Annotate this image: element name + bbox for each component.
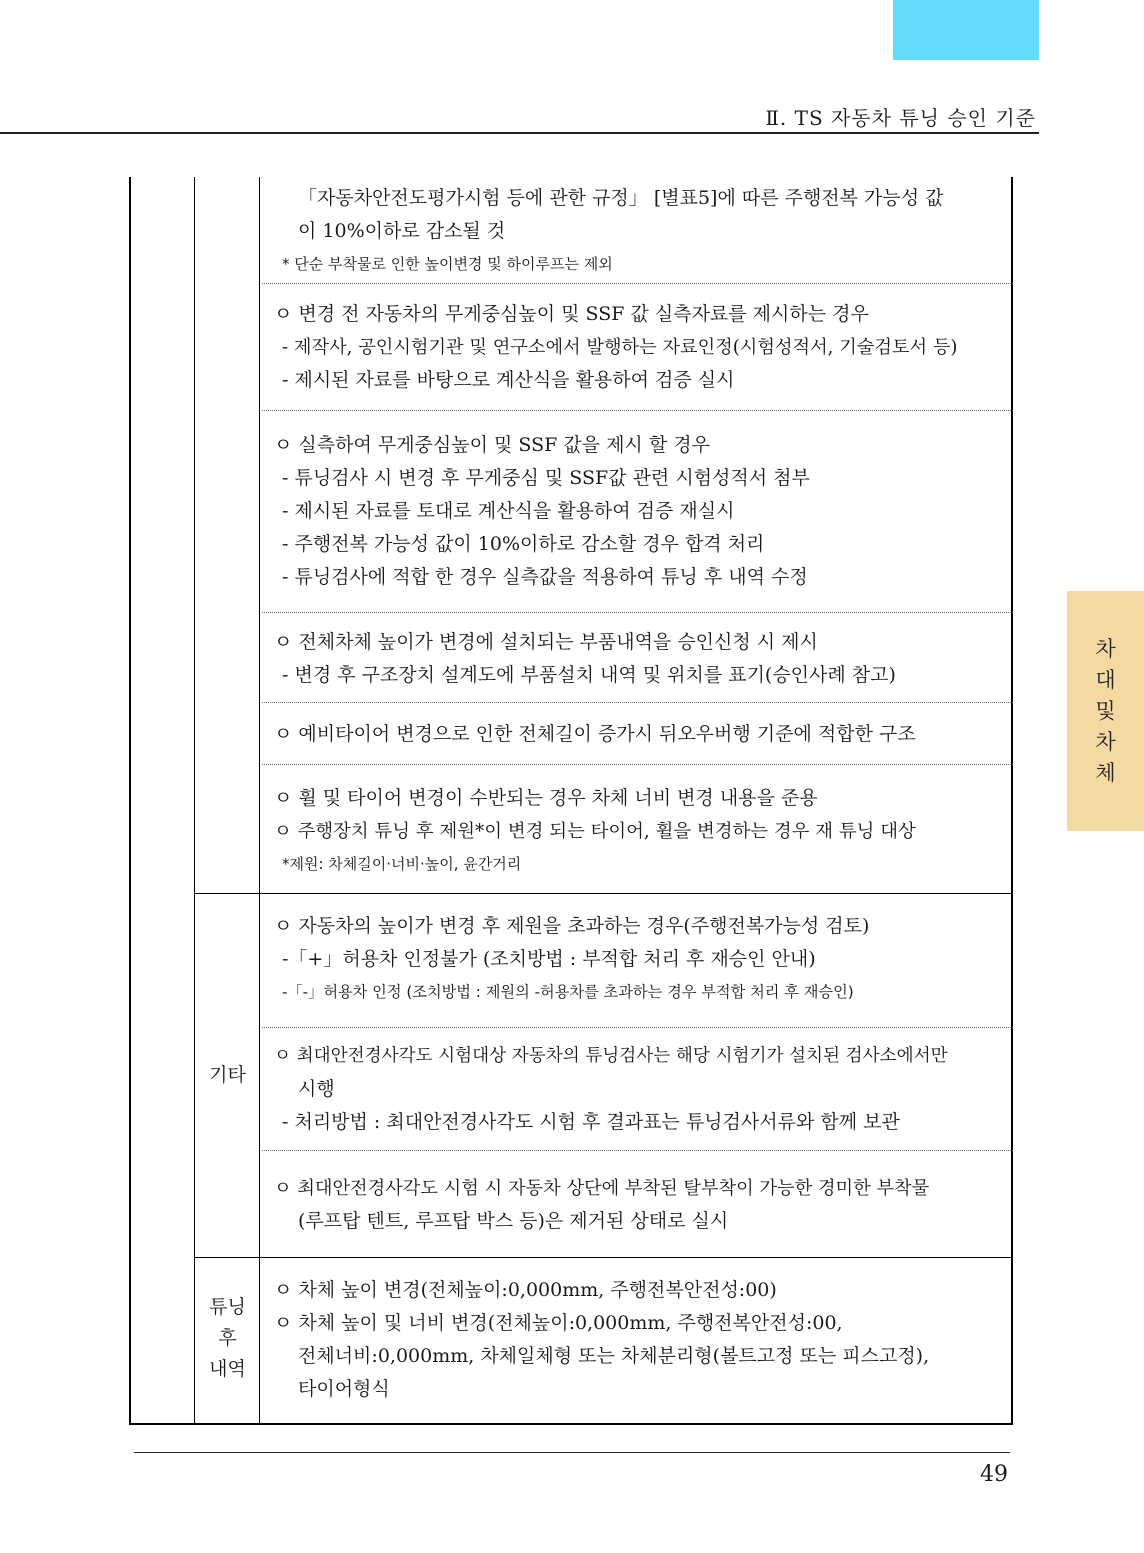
footer-rule: [134, 1452, 1010, 1453]
row-line: 타이어형식: [298, 1378, 390, 1400]
row-note: *제원: 차체길이·너비·높이, 윤간거리: [282, 855, 522, 873]
row-line: - 처리방법 : 최대안전경사각도 시험 후 결과표는 튜닝검사서류와 함께 보관: [282, 1111, 900, 1133]
row-line: 「자동차안전도평가시험 등에 관한 규정」 [별표5]에 따른 주행전복 가능성 값: [298, 187, 944, 209]
row-line: ㅇ 자동차의 높이가 변경 후 제원을 초과하는 경우(주행전복가능성 검토): [274, 915, 870, 937]
chapter-color-tab: [893, 0, 1039, 60]
category-line: 후: [218, 1327, 237, 1349]
table-column-category: [195, 177, 260, 1423]
row-line: - 튜닝검사에 적합 한 경우 실측값을 적용하여 튜닝 후 내역 수정: [282, 566, 808, 588]
row-divider: [262, 764, 1013, 765]
row-divider: [262, 702, 1013, 703]
table-row: [262, 626, 1009, 692]
row-line: 전체너비:0,000mm, 차체일체형 또는 차체분리형(볼트고정 또는 피스고정),: [298, 1345, 930, 1367]
row-line: ㅇ 차체 높이 변경(전체높이:0,000mm, 주행전복안전성:00): [274, 1279, 777, 1301]
group-divider: [195, 1257, 1013, 1258]
criteria-table: [129, 177, 1013, 1425]
category-line: 튜닝: [209, 1296, 246, 1318]
row-note: * 단순 부착물로 인한 높이변경 및 하이루프는 제외: [282, 255, 613, 273]
row-line: ㅇ 차체 높이 및 너비 변경(전체높이:0,000mm, 주행전복안전성:00,: [274, 1312, 843, 1334]
row-line: ㅇ 변경 전 자동차의 무게중심높이 및 SSF 값 실측자료를 제시하는 경우: [274, 303, 869, 325]
row-line: - 튜닝검사 시 변경 후 무게중심 및 SSF값 관련 시험성적서 첨부: [282, 467, 810, 489]
header-rule: [0, 132, 1039, 134]
category-line: 내역: [209, 1358, 246, 1380]
row-line: ㅇ 최대안전경사각도 시험대상 자동차의 튜닝검사는 해당 시험기가 설치된 검사소에서만: [274, 1046, 948, 1066]
row-line: ㅇ 주행장치 튜닝 후 제원*이 변경 되는 타이어, 휠을 변경하는 경우 재 튜닝 대상: [274, 821, 916, 842]
side-tab-char: 차: [1095, 636, 1116, 661]
row-line: - 제작사, 공인시험기관 및 연구소에서 발행하는 자료인정(시험성적서, 기술검토서 등): [282, 337, 958, 358]
row-line: -「+」허용차 인정불가 (조치방법 : 부적합 처리 후 재승인 안내): [282, 948, 816, 970]
row-line: 이 10%이하로 감소될 것: [298, 220, 506, 242]
row-line: - 제시된 자료를 바탕으로 계산식을 활용하여 검증 실시: [282, 369, 735, 391]
row-line: ㅇ 예비타이어 변경으로 인한 전체길이 증가시 뒤오우버행 기준에 적합한 구조: [274, 723, 916, 745]
side-tab-char: 차: [1095, 729, 1116, 754]
category-etc: 기타: [209, 1064, 246, 1086]
table-row: [262, 298, 1009, 397]
row-line: - 주행전복 가능성 값이 10%이하로 감소할 경우 합격 처리: [282, 533, 765, 555]
row-divider: [262, 410, 1013, 411]
group-divider: [195, 893, 1013, 894]
table-row: [262, 1172, 1009, 1238]
category-after-tuning: [195, 1292, 260, 1385]
row-divider: [262, 1150, 1013, 1151]
row-line: - 변경 후 구조장치 설계도에 부품설치 내역 및 위치를 표기(승인사례 참고): [282, 664, 896, 686]
table-row: [262, 1040, 1009, 1139]
row-line: - 제시된 자료를 토대로 계산식을 활용하여 검증 재실시: [282, 500, 735, 522]
row-line: ㅇ 전체차체 높이가 변경에 설치되는 부품내역을 승인신청 시 제시: [274, 631, 818, 653]
row-line: ㅇ 실측하여 무게중심높이 및 SSF 값을 제시 할 경우: [274, 434, 710, 456]
table-row: [262, 718, 1009, 751]
table-row: [262, 1274, 1009, 1406]
row-line: 시행: [298, 1078, 335, 1100]
row-line: ㅇ 휠 및 타이어 변경이 수반되는 경우 차체 너비 변경 내용을 준용: [274, 787, 818, 809]
side-tab-char: 및: [1095, 698, 1116, 723]
page-number: 49: [980, 1462, 1008, 1487]
table-row: [262, 429, 1009, 594]
table-row: [262, 782, 1009, 881]
row-divider: [262, 1027, 1013, 1028]
table-row: [262, 182, 1009, 281]
side-chapter-tab: [1067, 591, 1144, 831]
row-divider: [262, 283, 1013, 284]
side-tab-char: 체: [1095, 760, 1116, 785]
row-line: ㅇ 최대안전경사각도 시험 시 자동차 상단에 부착된 탈부착이 가능한 경미한 부착물: [274, 1178, 930, 1199]
table-column-section: [131, 177, 195, 1423]
table-row: [262, 910, 1009, 1009]
row-divider: [262, 612, 1013, 613]
side-tab-char: 대: [1095, 667, 1116, 692]
row-line: -「-」허용차 인정 (조치방법 : 제원의 -허용차를 초과하는 경우 부적합 처리 후 재승인): [282, 983, 854, 1001]
row-line: (루프탑 텐트, 루프탑 박스 등)은 제거된 상태로 실시: [298, 1210, 729, 1232]
page-header-title: Ⅱ. TS 자동차 튜닝 승인 기준: [765, 106, 1036, 130]
